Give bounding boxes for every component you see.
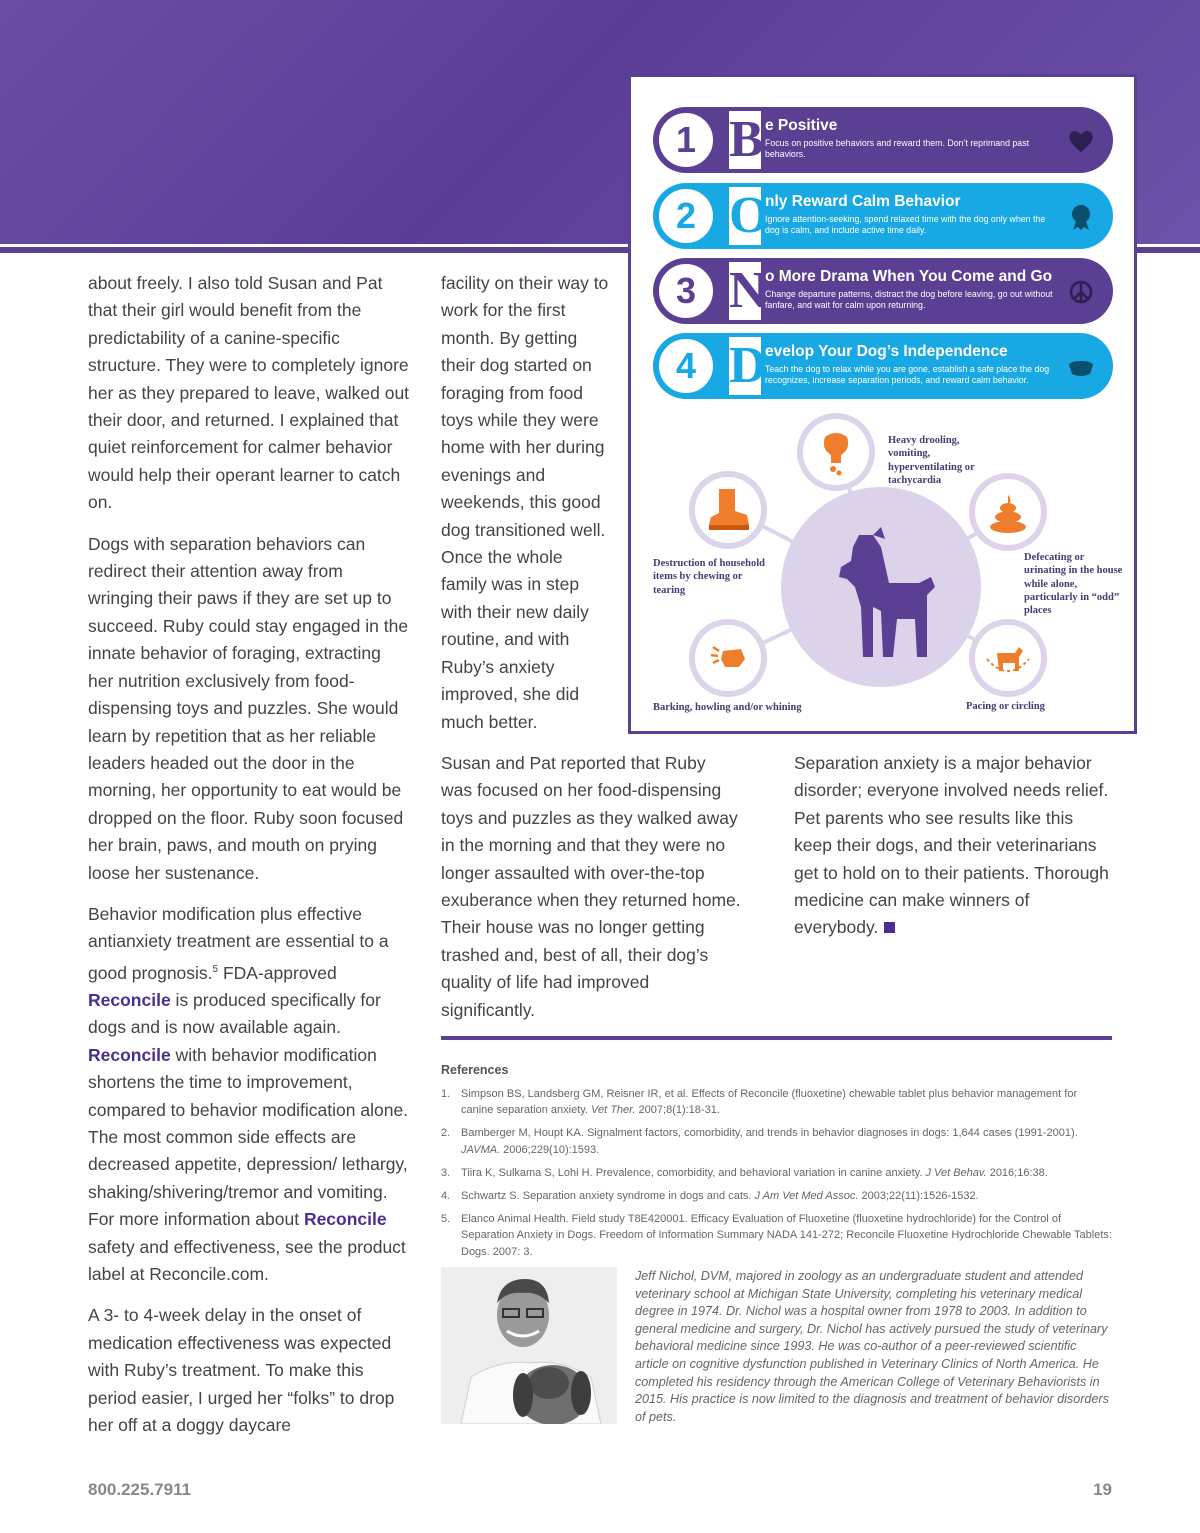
- pacing-dog-icon: [969, 619, 1047, 697]
- step-title: o More Drama When You Come and Go: [765, 268, 1053, 285]
- citation-sup: 5: [212, 963, 219, 975]
- step-text: Ignore attention-seeking, spend relaxed time with the dog only when the dog is calm, and include active time daily.: [765, 214, 1046, 235]
- paragraph: facility on their way to work for the first month. By getting their dog started on foraging from food toys while they were home with her during evenings and weekends, this good dog transitioned well. Once the whole family was in step with their new daily routine, and with Ruby’s anxiety improved, she did much better.: [441, 273, 609, 732]
- reference-citation: 2006;229(10):1593.: [500, 1143, 600, 1156]
- step-number: 2: [655, 185, 717, 247]
- references-title: References: [441, 1063, 509, 1077]
- step-title: e Positive: [765, 117, 838, 134]
- page-number: 19: [1093, 1480, 1112, 1499]
- end-mark-icon: [884, 922, 895, 933]
- symptom-destruction-label: Destruction of household items by chewing or tearing: [653, 558, 766, 596]
- step-initial: B: [729, 111, 764, 168]
- paragraph: A 3- to 4-week delay in the onset of medication effectiveness was expected with Ruby’s treatment. To make this period easier, I urged her “folks” to drop her off at a doggy daycare: [88, 1305, 395, 1436]
- text-run: Behavior modification plus effective antianxiety treatment are essential to a good prognosis.: [88, 903, 389, 983]
- text-run: is produced specifically for dogs and is now available again.: [88, 989, 381, 1038]
- reference-citation: 2016;16:38.: [986, 1166, 1048, 1179]
- text-run: with behavior modification shortens the time to improvement, compared to behavior modification alone. The most common side effects are decreased appetite, depression/ lethargy, shaking/shivering/tremor and vomiting. For more information about: [88, 1044, 409, 1230]
- reconcile-link[interactable]: Reconcile: [88, 1044, 171, 1065]
- article-column-2-lower: [441, 750, 741, 1038]
- step-title: evelop Your Dog’s Independence: [765, 343, 1008, 360]
- paragraph: Susan and Pat reported that Ruby was focused on her food-dispensing toys and puzzles as they walked away in the morning and that they were no longer assaulted with over-the-top exuberance when they returned home. Their house was no longer getting trashed and, best of all, their dog’s quality of life had improved significantly.: [441, 753, 741, 1020]
- reference-number: 1.: [441, 1088, 451, 1100]
- reference-text: Simpson BS, Landsberg GM, Reisner IR, et al. Effects of Reconcile (fluoxetine) chewable tablet plus behavior management for canine separation anxiety.: [461, 1088, 1078, 1117]
- step-number: 3: [655, 260, 717, 322]
- reconcile-link[interactable]: Reconcile: [303, 1209, 387, 1230]
- step-text: Change departure patterns, distract the dog before leaving, go out without fanfare, and wait for calm upon returning.: [765, 289, 1053, 310]
- reference-item: [441, 1211, 1112, 1260]
- paragraph: [794, 750, 1112, 942]
- reconcile-link[interactable]: Reconcile: [88, 989, 171, 1010]
- symptom-barking-label: Barking, howling and/or whining: [653, 702, 802, 713]
- reference-citation: 2007;8(1):18-31.: [635, 1104, 720, 1117]
- step-initial: O: [729, 187, 770, 244]
- reference-number: 2.: [441, 1127, 451, 1140]
- author-bio: Jeff Nichol, DVM, majored in zoology as an undergraduate student and attended veterinary school at Michigan State University, completing his veterinary medical degree in 1974. Dr. Nichol was a hospital owner from 1978 to 2003. In addition to general medicine and surgery, Dr. Nichol has actively pursued the study of veterinary behavioral medicine since 1993. He was co-author of a peer-reviewed scientific article on cognitive dysfunction published in Veterinary Clinics of North America. He completed his residency through the American College of Veterinary Behaviorists in 2015. His practice is now limited to the diagnosis and treatment of behavior disorders of pets.: [635, 1269, 1109, 1424]
- bond-infographic: [628, 74, 1137, 734]
- author-photo: [441, 1267, 617, 1424]
- step-text: Focus on positive behaviors and reward them. Don’t reprimand past behaviors.: [765, 138, 1030, 159]
- symptom-pacing-label: Pacing or circling: [966, 701, 1045, 712]
- article-column-3: [794, 750, 1112, 956]
- dog-center-circle: [781, 487, 981, 687]
- reference-number: 3.: [441, 1166, 451, 1179]
- symptom-drooling-label: Heavy drooling, vomiting, hyperventilating or tachycardia: [888, 435, 975, 486]
- reference-text: Bamberger M, Houpt KA. Signalment factors, comorbidity, and trends in behavior diagnoses in dogs: 1,644 cases (1991-2001).: [461, 1127, 1078, 1140]
- reference-journal: J Vet Behav.: [925, 1166, 987, 1179]
- reference-item: [441, 1165, 1112, 1181]
- footer-phone: 800.225.7911: [88, 1480, 192, 1499]
- article-column-2: [441, 270, 613, 750]
- paragraph: about freely. I also told Susan and Pat that their girl would benefit from the predictability of a canine-specific structure. They were to completely ignore her as they prepared to leave, walked out their door, and returned. I explained that quiet reinforcement for calmer behavior would help their operant learner to catch on.: [88, 273, 410, 513]
- step-text: Teach the dog to relax while you are gone, establish a safe place the dog recognizes, increase separation periods, and reward calm behavior.: [765, 364, 1050, 385]
- dog-silhouette-icon: [781, 487, 981, 687]
- article-column-1: [88, 270, 410, 1453]
- reference-number: 4.: [441, 1190, 451, 1203]
- step-number: 1: [655, 109, 717, 171]
- paragraph: Dogs with separation behaviors can redirect their attention away from wringing their paws if they are set up to succeed. Ruby could stay engaged in the innate behavior of foraging, extracting her nutrition exclusively from food-dispensing toys and puzzles. She would learn by repetition that as her reliable leaders headed out the door in the morning, her opportunity to eat would be dropped on the floor. Ruby soon focused her brain, paws, and mouth on prying loose her sustenance.: [88, 533, 409, 883]
- chewed-boot-icon: [689, 471, 767, 549]
- reference-item: [441, 1086, 1112, 1118]
- text-run: FDA-approved: [218, 962, 337, 983]
- drooling-icon: [797, 413, 875, 491]
- step-initial: N: [729, 262, 767, 319]
- reference-number: 5.: [441, 1213, 451, 1226]
- reference-citation: 2003;22(11):1526-1532.: [858, 1190, 979, 1203]
- text-run: Separation anxiety is a major behavior disorder; everyone involved needs relief. Pet parents who see results like this keep their dogs, and their veterinarians get to hold on to their patients. Thorough medicine can make winners of everybody.: [794, 753, 1109, 938]
- text-run: safety and effectiveness, see the product label at Reconcile.com.: [88, 1236, 406, 1285]
- step-initial: D: [729, 337, 767, 394]
- reference-journal: Vet Ther.: [591, 1104, 636, 1117]
- paragraph: [88, 901, 410, 1289]
- references-list: [441, 1086, 1112, 1267]
- reference-item: [441, 1125, 1112, 1157]
- symptom-defecating-label: Defecating or urinating in the house while alone, particularly in “odd” places: [1024, 552, 1123, 617]
- step-title: nly Reward Calm Behavior: [765, 193, 961, 210]
- reference-text: Schwartz S. Separation anxiety syndrome in dogs and cats.: [461, 1190, 755, 1203]
- reference-item: [441, 1188, 1112, 1204]
- barking-dog-icon: [689, 619, 767, 697]
- step-number: 4: [655, 335, 717, 397]
- reference-text: Elanco Animal Health. Field study T8E420001. Efficacy Evaluation of Fluoxetine (fluoxetine hydrochloride) for the Control of Separation Anxiety in Dogs. Freedom of Information Summary NADA 141-272; Reconcile Fluoxetine Hydrochloride Chewable Tablets: Dogs. 2007: 3.: [461, 1213, 1112, 1258]
- references-rule: [441, 1036, 1112, 1040]
- reference-text: Tiira K, Sulkama S, Lohi H. Prevalence, comorbidity, and behavioral variation in canine anxiety.: [461, 1166, 926, 1179]
- reference-journal: J Am Vet Med Assoc.: [754, 1190, 859, 1203]
- reference-journal: JAVMA.: [461, 1143, 501, 1156]
